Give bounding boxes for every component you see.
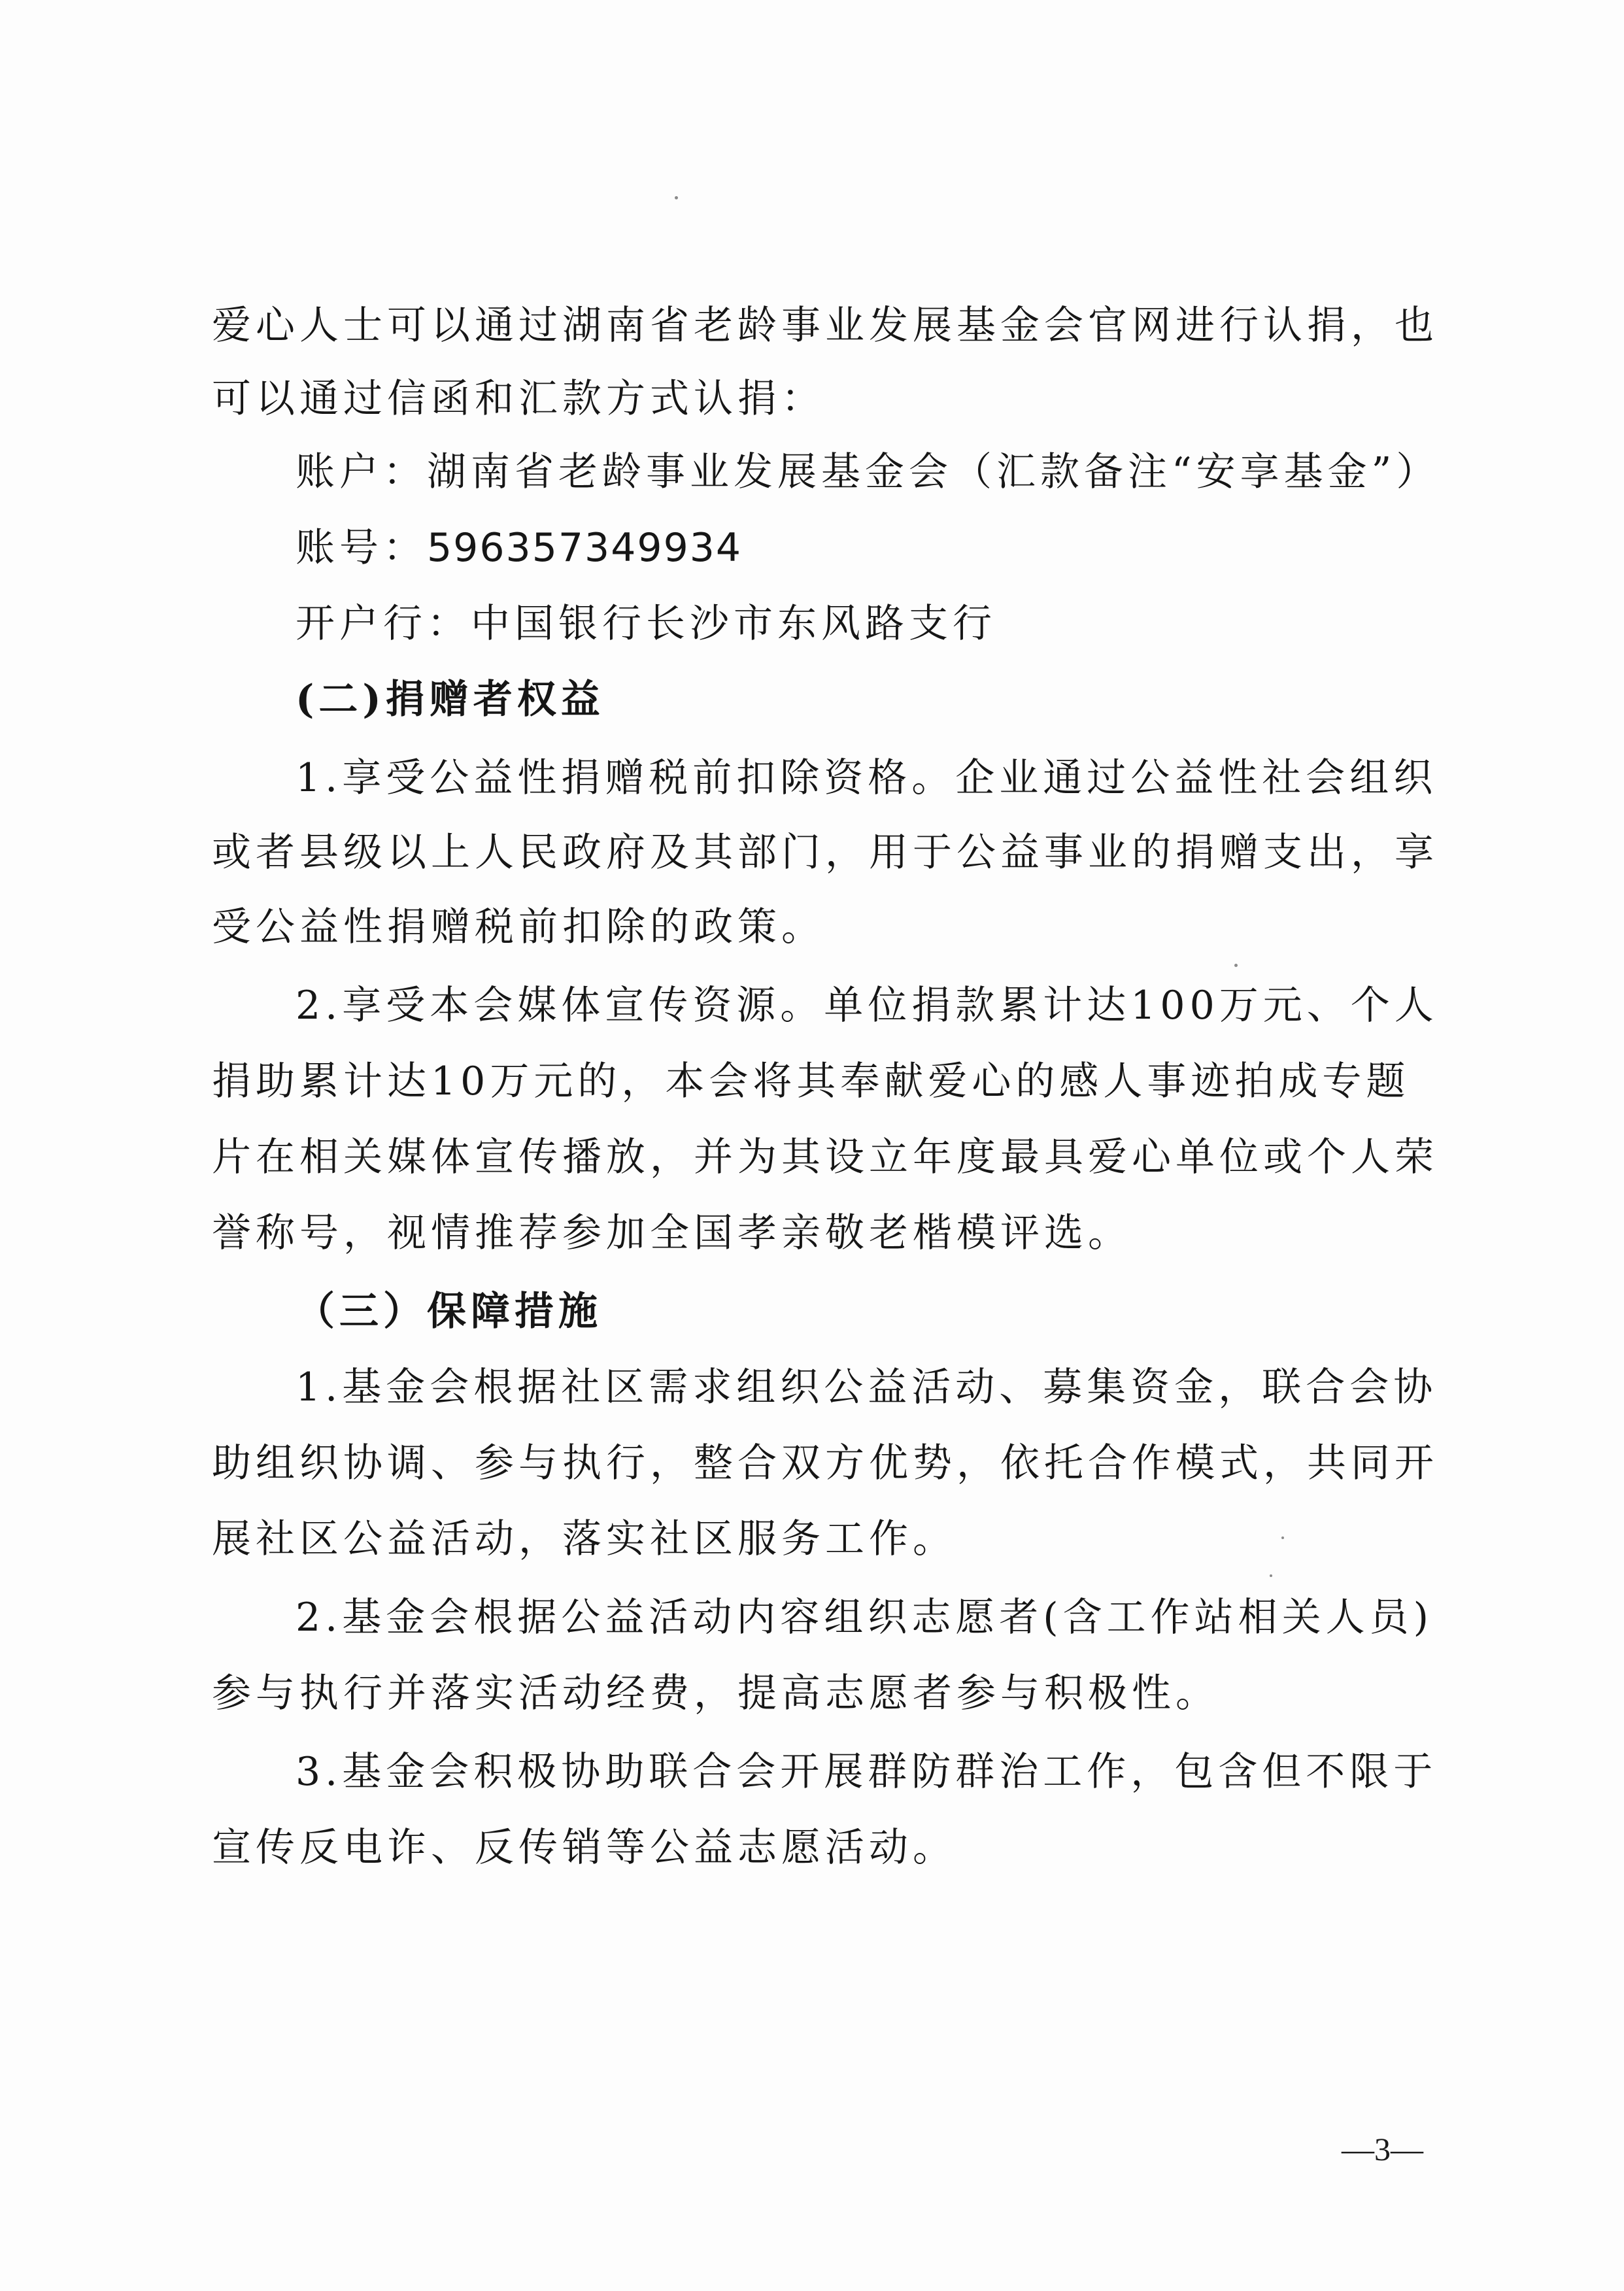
- paragraph-line: 展社区公益活动，落实社区服务工作。: [212, 1516, 956, 1562]
- paragraph-line: 助组织协调、参与执行，整合双方优势，依托合作模式，共同开: [212, 1440, 1438, 1486]
- paragraph-line: 片在相关媒体宣传播放，并为其设立年度最具爱心单位或个人荣: [212, 1134, 1438, 1180]
- paragraph-line: 1.享受公益性捐赠税前扣除资格。企业通过公益性社会组织: [296, 755, 1438, 801]
- bank-name: 开户行：中国银行长沙市东风路支行: [296, 601, 996, 647]
- page-number: —3—: [1342, 2131, 1423, 2167]
- paragraph-line: 捐助累计达10万元的，本会将其奉献爱心的感人事迹拍成专题: [212, 1059, 1410, 1104]
- paragraph-line: 誉称号，视情推荐参加全国孝亲敬老楷模评选。: [212, 1210, 1132, 1256]
- account-number: 596357349934: [427, 525, 743, 571]
- section-heading: (二)捐赠者权益: [296, 677, 605, 722]
- paragraph-line: 2.享受本会媒体宣传资源。单位捐款累计达100万元、个人: [296, 983, 1438, 1028]
- paragraph-line: 1.基金会根据社区需求组织公益活动、募集资金，联合会协: [296, 1365, 1438, 1410]
- scan-speck: [1281, 1536, 1284, 1539]
- section-heading: （三）保障措施: [296, 1289, 602, 1334]
- account-number-label: 账号：: [296, 525, 427, 571]
- paragraph-line: 受公益性捐赠税前扣除的政策。: [212, 904, 825, 950]
- paragraph-line: 宣传反电诈、反传销等公益志愿活动。: [212, 1825, 956, 1871]
- scan-speck: [1270, 1574, 1272, 1577]
- paragraph-line: 参与执行并落实活动经费，提高志愿者参与积极性。: [212, 1671, 1219, 1716]
- account-number-line: [296, 525, 743, 571]
- paragraph-line: 2.基金会根据公益活动内容组织志愿者(含工作站相关人员): [296, 1595, 1434, 1640]
- scan-speck: [1234, 964, 1238, 967]
- account-name: 账户：湖南省老龄事业发展基金会（汇款备注“安享基金”）: [296, 449, 1440, 495]
- paragraph-line: 或者县级以上人民政府及其部门，用于公益事业的捐赠支出，享: [212, 830, 1438, 875]
- scan-speck: [675, 196, 678, 199]
- paragraph-line: 3.基金会积极协助联合会开展群防群治工作，包含但不限于: [296, 1749, 1438, 1795]
- intro-line: 爱心人士可以通过湖南省老龄事业发展基金会官网进行认捐，也: [212, 303, 1438, 348]
- intro-line: 可以通过信函和汇款方式认捐：: [212, 376, 825, 422]
